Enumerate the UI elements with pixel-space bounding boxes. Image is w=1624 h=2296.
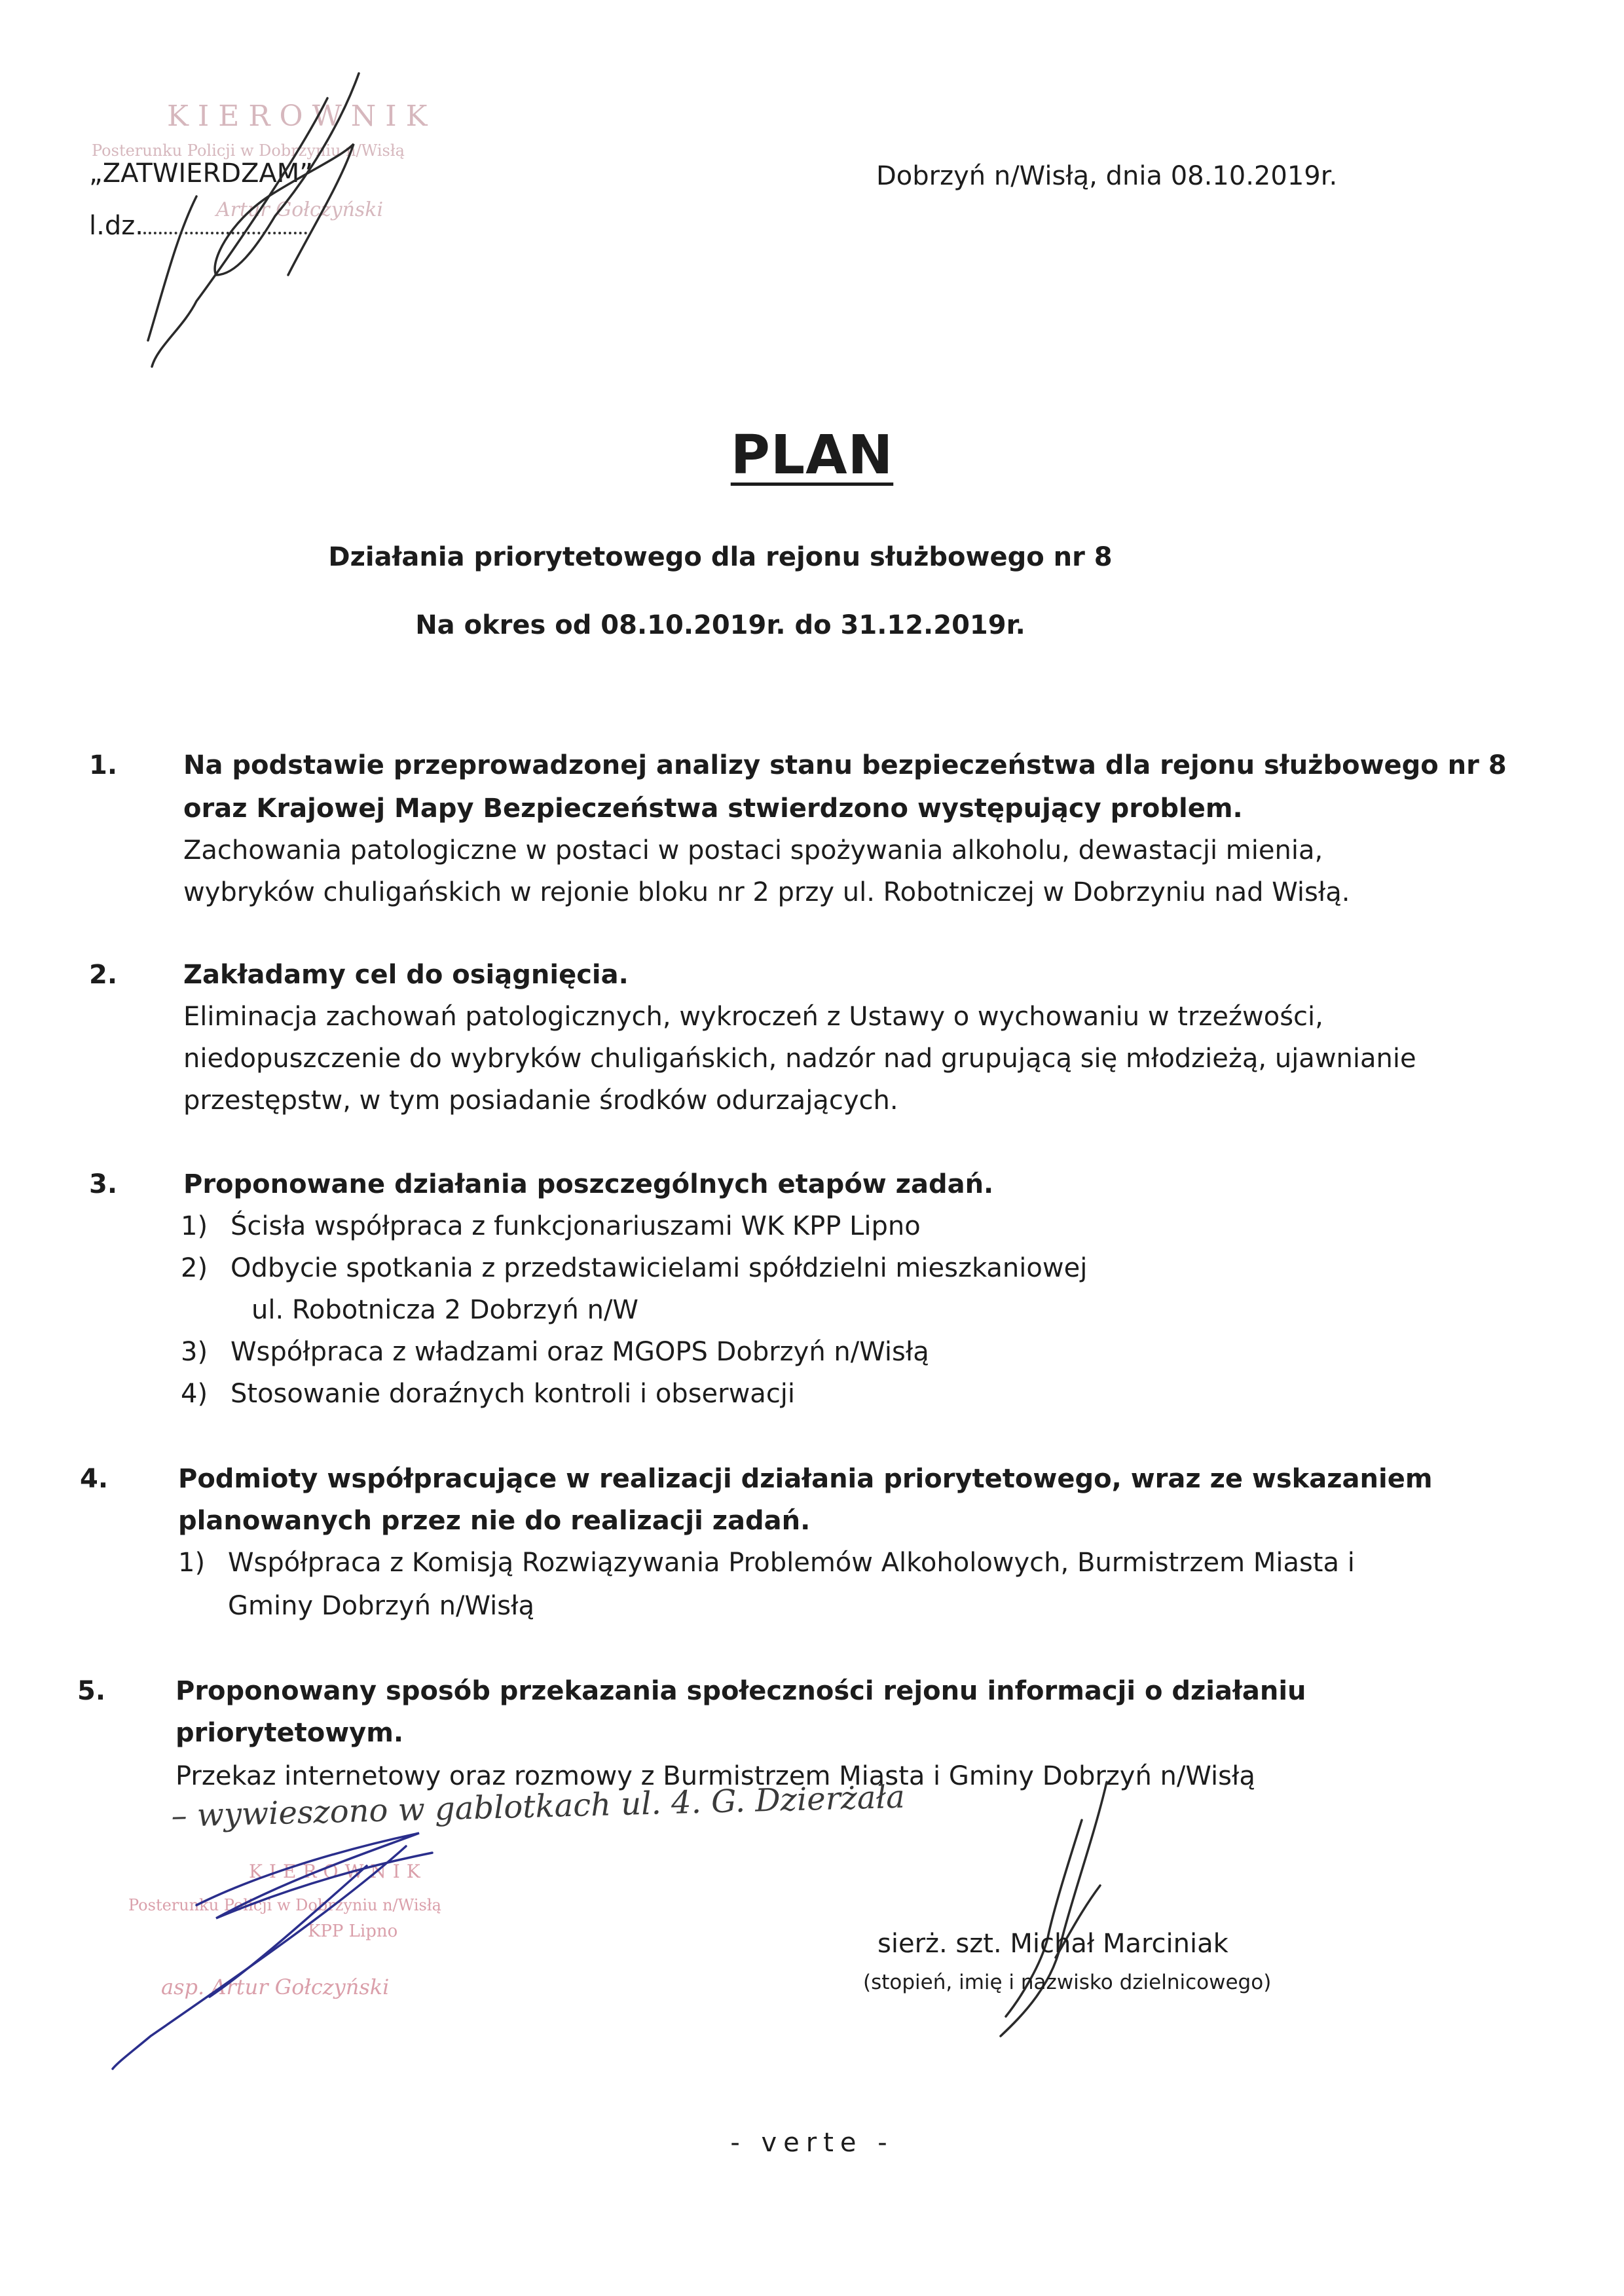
approval-label: „ZATWIERDZAM” <box>89 158 314 189</box>
list-item-text: Gminy Dobrzyń n/Wisłą <box>228 1591 534 1621</box>
document-subtitle: Działania priorytetowego dla rejonu służbowego nr 8 <box>328 542 1113 572</box>
list-item-number: 4) <box>181 1379 208 1409</box>
section-number: 5. <box>77 1676 106 1706</box>
document-period: Na okres od 08.10.2019r. do 31.12.2019r. <box>415 610 1025 640</box>
svg-text:asp. Artur Gołczyński: asp. Artur Gołczyński <box>161 1975 390 1999</box>
section-heading-line: Zakładamy cel do osiągnięcia. <box>183 960 629 990</box>
list-item-text: Współpraca z władzami oraz MGOPS Dobrzyń n/Wisłą <box>231 1337 929 1367</box>
svg-text:Posterunku Policji w Dobrzyniu: Posterunku Policji w Dobrzyniu n/Wisłą <box>92 141 405 160</box>
section-number: 2. <box>89 960 118 990</box>
svg-text:KPP Lipno: KPP Lipno <box>308 1922 398 1941</box>
officer-caption: (stopień, imię i nazwisko dzielnicowego) <box>863 1971 1272 1994</box>
list-item-text: ul. Robotnicza 2 Dobrzyń n/W <box>251 1295 638 1325</box>
section-heading-line: planowanych przez nie do realizacji zadań. <box>178 1506 811 1536</box>
svg-text:KIEROWNIK: KIEROWNIK <box>167 100 437 133</box>
list-item-number: 1) <box>178 1548 206 1578</box>
place-and-date: Dobrzyń n/Wisłą, dnia 08.10.2019r. <box>876 161 1338 191</box>
svg-text:KIEROWNIK: KIEROWNIK <box>249 1861 427 1882</box>
section-heading-line: Proponowane działania poszczególnych etapów zadań. <box>183 1169 994 1199</box>
section-number: 1. <box>89 750 118 780</box>
section-text-line: przestępstw, w tym posiadanie środków odurzających. <box>183 1085 898 1116</box>
page-footer: - verte - <box>730 2128 894 2158</box>
officer-name: sierż. szt. Michał Marciniak <box>877 1929 1228 1959</box>
handwritten-note <box>171 1779 906 1834</box>
section-text-line: Eliminacja zachowań patologicznych, wykroczeń z Ustawy o wychowaniu w trzeźwości, <box>183 1002 1323 1032</box>
signature-bottom-right <box>1001 1782 1107 2036</box>
svg-text:Artur Gołczyński: Artur Gołczyński <box>216 198 384 221</box>
list-item-text: Stosowanie doraźnych kontroli i obserwacji <box>231 1379 796 1409</box>
svg-text:Posterunku Policji w Dobrzyniu: Posterunku Policji w Dobrzyniu n/Wisłą <box>128 1896 441 1914</box>
official-stamp-bottom <box>128 1861 441 1999</box>
section-number: 4. <box>80 1464 109 1494</box>
section-text-line: wybryków chuligańskich w rejonie bloku nr 2 przy ul. Robotniczej w Dobrzyniu nad Wisłą. <box>183 877 1350 907</box>
section-heading-line: oraz Krajowej Mapy Bezpieczeństwa stwierdzono występujący problem. <box>183 793 1243 824</box>
list-item-number: 2) <box>181 1253 208 1283</box>
section-text-line: Przekaz internetowy oraz rozmowy z Burmistrzem Miasta i Gminy Dobrzyń n/Wisłą <box>175 1761 1255 1791</box>
section-heading-line: Proponowany sposób przekazania społeczności rejonu informacji o działaniu <box>175 1676 1306 1706</box>
section-text-line: niedopuszczenie do wybryków chuligańskich, nadzór nad grupującą się młodzieżą, ujawnianie <box>183 1044 1416 1074</box>
list-item-text: Odbycie spotkania z przedstawicielami spółdzielni mieszkaniowej <box>231 1253 1088 1283</box>
section-heading-line: Podmioty współpracujące w realizacji działania priorytetowego, wraz ze wskazaniem <box>178 1464 1433 1494</box>
section-text-line: Zachowania patologiczne w postaci w postaci spożywania alkoholu, dewastacji mienia, <box>183 835 1323 866</box>
svg-text:– wywieszono w gablotkach ul.: – wywieszono w gablotkach ul. 4. G. Dzierżała <box>170 1778 906 1834</box>
list-item-number: 3) <box>181 1337 208 1367</box>
list-item-text: Współpraca z Komisją Rozwiązywania Problemów Alkoholowych, Burmistrzem Miasta i <box>228 1548 1355 1578</box>
registry-prefix: l.dz. <box>89 211 143 241</box>
list-item-text: Ścisła współpraca z funkcjonariuszami WK KPP Lipno <box>231 1211 921 1241</box>
section-number: 3. <box>89 1169 118 1199</box>
document-title: PLAN <box>730 424 894 486</box>
section-heading-line: Na podstawie przeprowadzonej analizy stanu bezpieczeństwa dla rejonu służbowego nr 8 <box>183 750 1507 780</box>
section-heading-line: priorytetowym. <box>175 1718 404 1748</box>
list-item-number: 1) <box>181 1211 208 1241</box>
